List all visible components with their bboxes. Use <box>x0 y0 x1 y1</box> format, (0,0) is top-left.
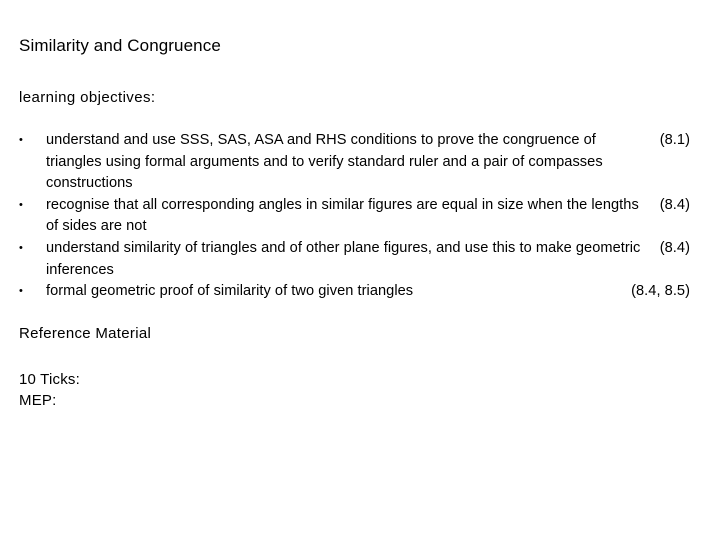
objective-code: (8.1) <box>659 132 690 148</box>
reference-heading: Reference Material <box>19 325 152 342</box>
reference-item-10-ticks: 10 Ticks: <box>19 371 80 388</box>
objective-text: understand and use SSS, SAS, ASA and RHS conditions to prove the congruence of triangles using formal arguments and to verify standard ruler and a pair of compasses constructions <box>46 132 603 192</box>
bullet-icon: • <box>19 134 23 146</box>
objectives-heading: learning objectives: <box>19 89 156 106</box>
objective-text: formal geometric proof of similarity of two given triangles <box>46 283 414 300</box>
bullet-icon: • <box>19 241 23 254</box>
objectives-list <box>19 130 699 303</box>
objective-code: (8.4) <box>659 196 690 213</box>
objective-item <box>19 281 690 303</box>
objective-item <box>19 130 690 195</box>
objective-code: (8.4) <box>659 239 690 256</box>
objective-text: understand similarity of triangles and of other plane figures, and use this to make geometric inferences <box>46 239 641 278</box>
page-title: Similarity and Congruence <box>19 36 221 55</box>
objective-item <box>19 238 690 281</box>
bullet-icon: • <box>19 285 23 298</box>
objective-item <box>19 195 690 238</box>
bullet-icon: • <box>19 198 23 211</box>
objective-text: recognise that all corresponding angles in similar figures are equal in size when the lengths of sides are not <box>46 196 639 235</box>
reference-list <box>19 369 80 411</box>
reference-item-mep: MEP: <box>19 392 57 409</box>
objective-code: (8.4, 8.5) <box>631 283 690 300</box>
